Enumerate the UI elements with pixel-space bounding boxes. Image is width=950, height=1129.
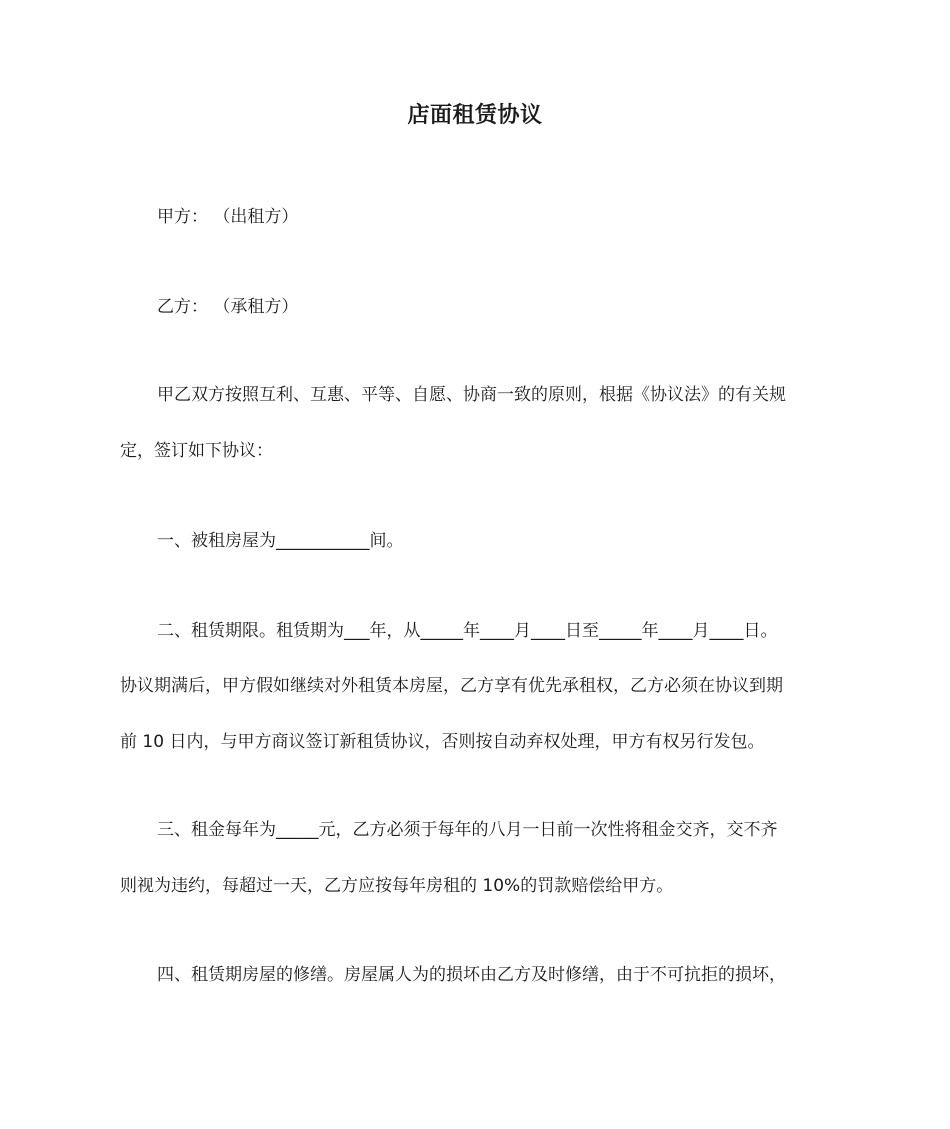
party-b-line: 乙方： （承租方） xyxy=(157,297,299,317)
clause-2-line-3: 前 10 日内，与甲方商议签订新租赁协议，否则按自动弃权处理，甲方有权另行发包。 xyxy=(120,732,765,752)
document-title: 店面租赁协议 xyxy=(407,103,543,128)
party-a-line: 甲方： （出租方） xyxy=(157,207,299,227)
clause-4-line-1: 四、租赁期房屋的修缮。房屋属人为的损坏由乙方及时修缮，由于不可抗拒的损坏， xyxy=(157,965,786,985)
clause-3-line-2: 则视为违约，每超过一天，乙方应按每年房租的 10%的罚款赔偿给甲方。 xyxy=(120,876,674,896)
intro-line-1: 甲乙双方按照互利、互惠、平等、自愿、协商一致的原则，根据《协议法》的有关规 xyxy=(157,385,786,405)
clause-2-line-2: 协议期满后，甲方假如继续对外租赁本房屋，乙方享有优先承租权，乙方必须在协议到期 xyxy=(120,676,783,696)
clause-2-line-1: 二、租赁期限。租赁期为___年，从_____年____月____日至_____年____月____日。 xyxy=(157,621,778,641)
clause-3-line-1: 三、租金每年为_____元，乙方必须于每年的八月一日前一次性将租金交齐，交不齐 xyxy=(157,820,778,840)
clause-1: 一、被租房屋为___________间。 xyxy=(157,531,404,551)
intro-line-2: 定，签订如下协议： xyxy=(120,441,273,461)
